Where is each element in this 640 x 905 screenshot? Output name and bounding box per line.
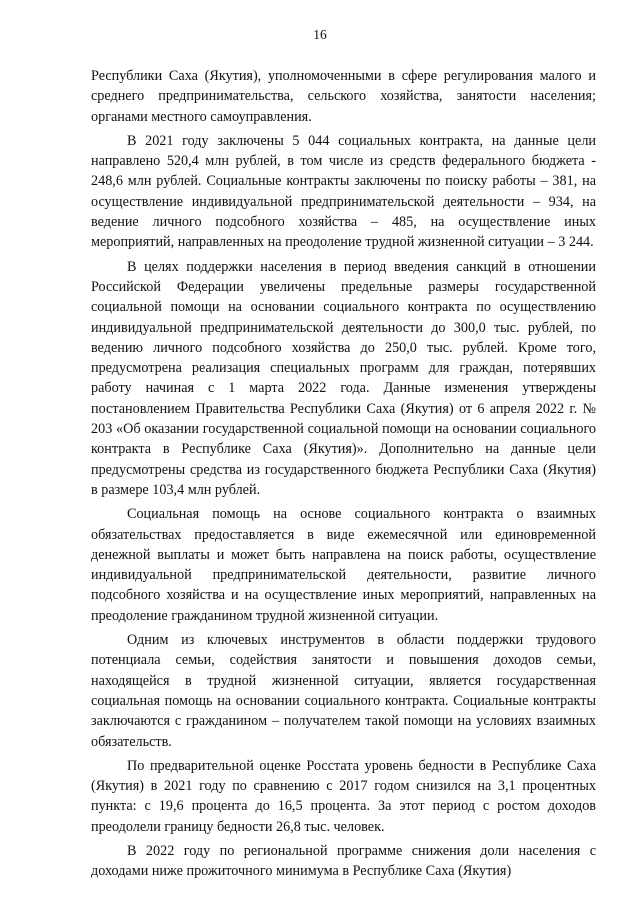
- document-body: [91, 66, 596, 886]
- paragraph-poverty-level: По предварительной оценке Росстата уровень бедности в Республике Саха (Якутия) в 2021 году по сравнению с 2017 годом снизился на 3,1 процентных пункта: с 19,6 процента до 16,5 процента. За этот период с ростом доходов преодолели границу бедности 26,8 тыс. человек.: [91, 757, 596, 835]
- paragraph-social-assistance: Социальная помощь на основе социального контракта о взаимных обязательствах предоставляется в виде ежемесячной или единовременной денежной выплаты и может быть направлена на поиск работы, осуществление индивидуальной предпринимательской деятельности, развитие личного подсобного хозяйства и на осуществление иных мероприятий, направленных на преодоление гражданином трудной жизненной ситуации.: [91, 506, 596, 624]
- paragraph-regional-program: В 2022 году по региональной программе снижения доли населения с доходами ниже прожиточного минимума в Республике Саха (Якутия): [91, 842, 596, 880]
- page-number: 16: [313, 27, 327, 42]
- paragraph-continued: Республики Саха (Якутия), уполномоченными в сфере регулирования малого и среднего предпринимательства, сельского хозяйства, занятости населения; органами местного самоуправления.: [91, 68, 596, 125]
- paragraph-key-instruments: Одним из ключевых инструментов в области поддержки трудового потенциала семьи, содействия занятости и повышения доходов семьи, находящейся в трудной жизненной ситуации, является государственная социальная помощь на основании социального контракта. Социальные контракты заключаются с гражданином – получателем такой помощи на условиях взаимных обязательств.: [91, 632, 596, 750]
- paragraph-contracts-2021: В 2021 году заключены 5 044 социальных контракта, на данные цели направлено 520,4 млн рублей, в том числе из средств федерального бюджета - 248,6 млн рублей. Социальные контракты заключены по поиску работы – 381, на осуществление индивидуальной предпринимательской деятельности – 934, на ведение личного подсобного хозяйства – 485, на осуществление иных мероприятий, направленных на преодоление трудной жизненной ситуации – 3 244.: [91, 132, 596, 251]
- paragraph-sanctions-support: В целях поддержки населения в период введения санкций в отношении Российской Федерации увеличены предельные размеры государственной социальной помощи на основании социального контракта по осуществлению индивидуальной предпринимательской деятельности до 300,0 тыс. рублей, по ведению личного подсобного хозяйства до 250,0 тыс. рублей. Кроме того, предусмотрена реализация специальных программ для граждан, потерявших работу начиная с 1 марта 2022 года. Данные изменения утверждены постановлением Правительства Республики Саха (Якутия) от 6 апреля 2022 г. № 203 «Об оказании государственной социальной помощи на основании социального контракта в Республике Саха (Якутия)». Дополнительно на данные цели предусмотрены средства из государственного бюджета Республики Саха (Якутия) в размере 103,4 млн рублей.: [91, 258, 596, 498]
